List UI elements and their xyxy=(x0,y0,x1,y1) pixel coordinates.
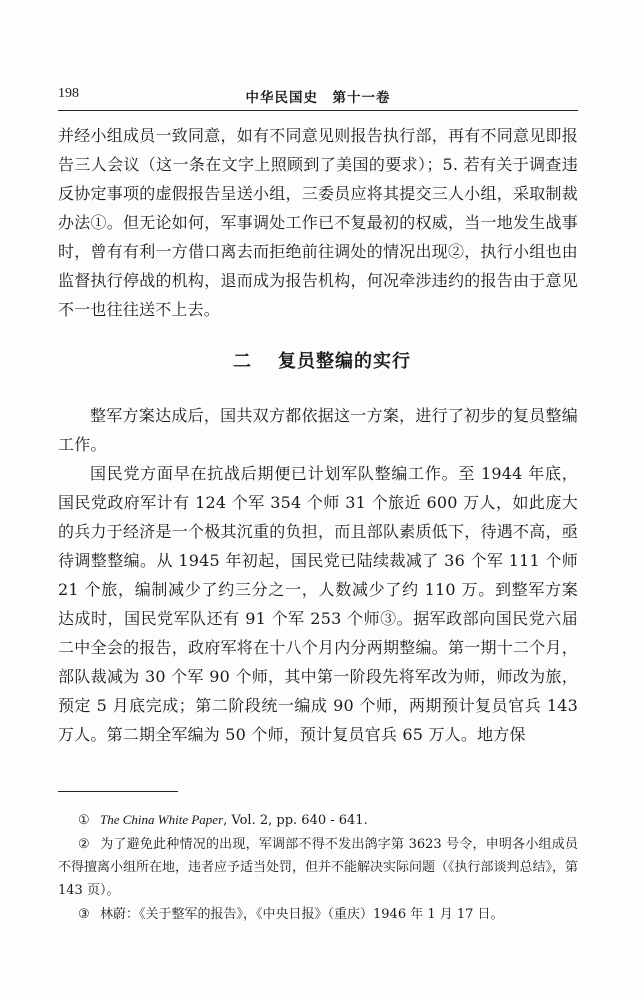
paragraph-kmt-reorganization: 国民党方面早在抗战后期便已计划军队整编工作。至 1944 年底，国民党政府军计有 124 个军 354 个师 31 个旅近 600 万人，如此庞大的兵力于经济是一个极其沉重的负担，而且部队素质低下，待遇不高，亟待调整整编。从 1945 年初起，国民党已陆续裁减了 36 个军 111 个师 21 个旅，编制减少了约三分之一，人数减少了约 110 万。到整军方案达成时，国民党军队还有 91 个军 253 个师③。据军政部向国民党六届二中全会的报告，政府军将在十八个月内分两期整编。第一期十二个月，部队裁减为 30 个军 90 个师，其中第一阶段先将军改为师，师改为旅，预定 5 月底完成；第二阶段统一编成 90 个师，两期预计复员官兵 143 万人。第二期全军编为 50 个师，预计复员官兵 65 万人。地方保 xyxy=(58,464,578,744)
header-rule xyxy=(58,110,578,111)
footnote-3 xyxy=(58,903,578,926)
paragraph-intro: 整军方案达成后，国共双方都依据这一方案，进行了初步的复员整编工作。 xyxy=(58,406,578,454)
page-number: 198 xyxy=(58,86,79,101)
footnote-mark: ② xyxy=(78,837,90,852)
section-title: 复员整编的实行 xyxy=(278,351,411,372)
page-header xyxy=(58,86,578,108)
footnote-text: 为了避免此种情况的出现，军调部不得不发出鸽字第 3623 号令，申明各小组成员不得擅离小组所在地，违者应予适当处罚，但并不能解决实际问题（《执行部谈判总结》，第 143 页）。 xyxy=(58,837,579,898)
footnote-mark: ③ xyxy=(78,907,90,922)
footnote-rule xyxy=(58,791,178,792)
footnote-2 xyxy=(58,833,578,902)
running-head: 中华民国史 第十一卷 xyxy=(245,90,391,106)
section-heading xyxy=(0,347,644,373)
paragraph-continuation: 并经小组成员一致同意，如有不同意见则报告执行部，再有不同意见即报告三人会议（这一条在文字上照顾到了美国的要求）；5. 若有关于调查违反协定事项的虚假报告呈送小组，三委员应将其提交三人小组，采取制裁办法①。但无论如何，军事调处工作已不复最初的权威，当一地发生战事时，曾有有利一方借口离去而拒绝前往调处的情况出现②，执行小组也由监督执行停战的机构，退而成为报告机构，何况牵涉违约的报告由于意见不一也往往送不上去。 xyxy=(58,126,578,319)
footnote-1 xyxy=(58,808,578,832)
footnotes xyxy=(58,808,578,927)
footnote-source-title: The China White Paper xyxy=(100,812,224,827)
section-number: 二 xyxy=(233,351,252,372)
footnote-text: , Vol. 2, pp. 640 - 641. xyxy=(223,813,368,828)
footnote-text: 林蔚：《关于整军的报告》，《中央日报》（重庆）1946 年 1 月 17 日。 xyxy=(100,907,504,922)
footnote-mark: ① xyxy=(78,813,90,828)
